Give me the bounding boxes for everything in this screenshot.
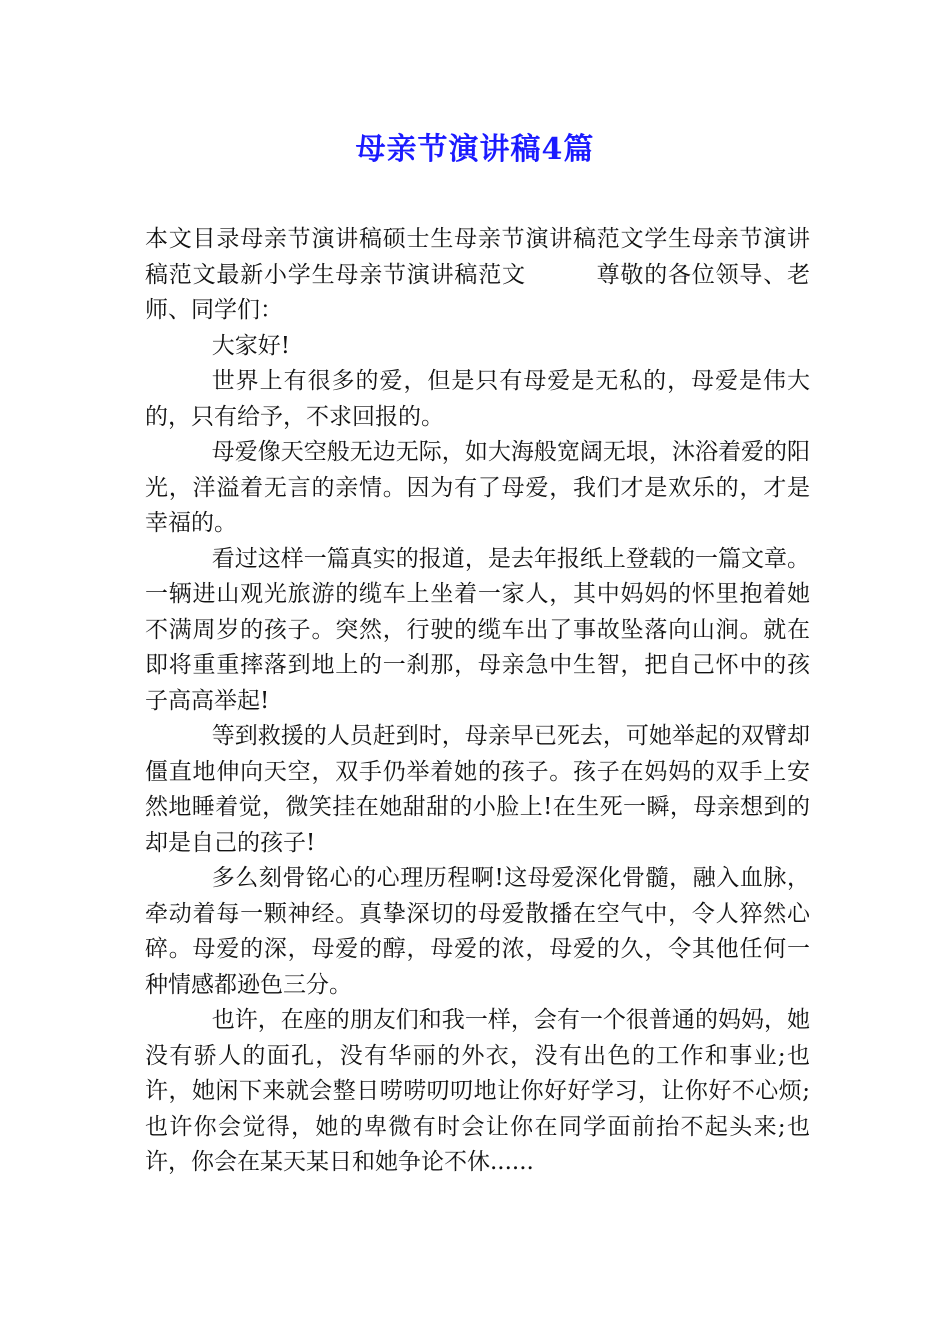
intro-paragraph <box>145 222 810 329</box>
document-title: 母亲节演讲稿4篇 <box>355 132 595 167</box>
paragraph-6: 也许，在座的朋友们和我一样，会有一个很普通的妈妈，她没有骄人的面孔，没有华丽的外衣，没有出色的工作和事业;也许，她闲下来就会整日唠唠叨叨地让你好好学习，让你好不心烦;也许你会觉得，她的卑微有时会让你在同学面前抬不起头来;也许，你会在某天某日和她争论不休...... <box>145 1007 810 1175</box>
salutation: 尊敬的各位领导、老师、同学们： <box>145 261 811 323</box>
paragraph-3: 看过这样一篇真实的报道，是去年报纸上登载的一篇文章。一辆进山观光旅游的缆车上坐着一家人，其中妈妈的怀里抱着她不满周岁的孩子。突然，行驶的缆车出了事故坠落向山涧。就在即将重重摔落到地上的一刹那，母亲急中生智，把自己怀中的孩子高高举起! <box>145 545 810 714</box>
paragraph-2: 母爱像天空般无边无际，如大海般宽阔无垠，沐浴着爱的阳光，洋溢着无言的亲情。因为有了母爱，我们才是欢乐的，才是幸福的。 <box>145 439 810 536</box>
document-body <box>145 222 810 1181</box>
paragraph-4: 等到救援的人员赶到时，母亲早已死去，可她举起的双臂却僵直地伸向天空，双手仍举着她的孩子。孩子在妈妈的双手上安然地睡着觉，微笑挂在她甜甜的小脸上!在生死一瞬，母亲想到的却是自己的孩子! <box>145 723 810 856</box>
paragraph-5: 多么刻骨铭心的心理历程啊!这母爱深化骨髓，融入血脉，牵动着每一颗神经。真挚深切的母爱散播在空气中，令人猝然心碎。母爱的深，母爱的醇，母爱的浓，母爱的久，令其他任何一种情感都逊色三分。 <box>145 865 810 998</box>
paragraph-1: 世界上有很多的爱，但是只有母爱是无私的，母爱是伟大的，只有给予，不求回报的。 <box>145 368 810 430</box>
paragraph-greeting: 大家好! <box>211 332 290 359</box>
table-of-contents: 本文目录母亲节演讲稿硕士生母亲节演讲稿范文学生母亲节演讲稿范文最新小学生母亲节演讲稿范文 <box>145 226 810 288</box>
